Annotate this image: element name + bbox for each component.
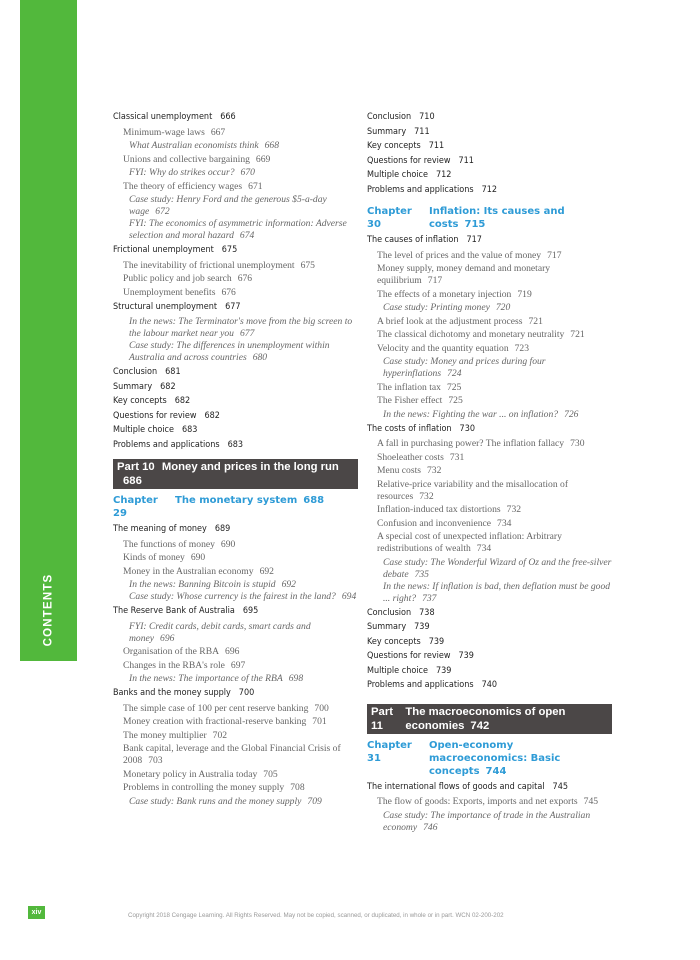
toc-entry-page: 711 xyxy=(414,126,430,137)
toc-entry[interactable] xyxy=(367,302,612,314)
toc-entry-page: 675 xyxy=(300,259,315,271)
toc-entry[interactable] xyxy=(113,167,358,179)
part-page: 686 xyxy=(123,475,142,487)
toc-entry-page: 712 xyxy=(435,170,452,180)
toc-entry[interactable] xyxy=(367,185,612,197)
toc-entry[interactable] xyxy=(113,769,358,781)
toc-entry-page: 692 xyxy=(259,565,274,577)
toc-entry-page: 682 xyxy=(204,410,220,421)
toc-entry-page: 723 xyxy=(514,342,530,354)
toc-entry-page: 690 xyxy=(220,538,236,550)
chapter-31-header[interactable] xyxy=(367,739,612,778)
part-title: The macroeconomics of open economies xyxy=(405,705,566,732)
toc-entry[interactable] xyxy=(113,127,358,139)
toc-entry[interactable] xyxy=(367,608,612,620)
toc-entry-page: 700 xyxy=(314,702,329,714)
toc-entry-title: Changes in the RBA's role xyxy=(123,659,225,671)
contents-side-label xyxy=(20,570,77,650)
chapter-page: 744 xyxy=(485,765,507,777)
toc-entry-page: 676 xyxy=(237,273,253,284)
toc-entry-page: 719 xyxy=(517,288,532,300)
toc-entry-page: 739 xyxy=(428,636,445,647)
toc-entry[interactable] xyxy=(113,579,358,591)
toc-entry[interactable] xyxy=(113,673,358,685)
toc-entry-title: A special cost of unexpected inflation: Arbitrary redistributions of wealth xyxy=(377,531,562,554)
toc-entry-title: Case study: The differences in unemployment within Australia and across countries xyxy=(129,340,330,363)
toc-entry-title: Questions for review xyxy=(367,651,451,661)
toc-entry-title: Problems and applications xyxy=(367,184,474,195)
chapter-number: Chapter 31 xyxy=(367,739,412,764)
contents-label-text: CONTENTS xyxy=(42,573,55,647)
toc-entry-page: 682 xyxy=(174,396,191,406)
toc-entry-title: Problems and applications xyxy=(367,680,474,690)
toc-entry-title: Case study: Bank runs and the money supply xyxy=(129,795,302,807)
toc-entry-title: Confusion and inconvenience xyxy=(377,517,492,529)
toc-entry-page: 697 xyxy=(230,659,246,671)
toc-entry-page: 666 xyxy=(220,112,236,122)
chapter-title: The monetary system xyxy=(175,495,298,506)
toc-entry-title: FYI: Why do strikes occur? xyxy=(129,167,235,178)
toc-entry-title: The flow of goods: Exports, imports and net exports xyxy=(377,796,578,807)
copyright-notice: Copyright 2018 Cengage Learning. All Rights Reserved. May not be copied, scanned, or duplicated, in whole or in part. WCN 02-200-202 xyxy=(128,912,504,919)
toc-entry-title: Shoeleather costs xyxy=(377,451,444,463)
toc-entry[interactable] xyxy=(367,289,612,301)
toc-entry-title: A brief look at the adjustment process xyxy=(377,315,523,327)
toc-entry[interactable] xyxy=(367,112,612,124)
toc-entry[interactable] xyxy=(113,606,358,618)
toc-entry[interactable] xyxy=(367,637,612,649)
toc-entry[interactable] xyxy=(367,170,612,182)
toc-entry-page: 734 xyxy=(497,517,512,529)
toc-entry-title: The effects of a monetary injection xyxy=(377,288,512,300)
toc-entry-page: 710 xyxy=(419,112,435,122)
toc-entry-page: 726 xyxy=(564,408,579,420)
toc-entry-title: Monetary policy in Australia today xyxy=(123,768,258,780)
toc-entry-title: Conclusion xyxy=(113,367,158,377)
toc-right-list-3 xyxy=(367,782,612,834)
toc-entry[interactable] xyxy=(113,646,358,658)
toc-entry-title: Unions and collective bargaining xyxy=(123,153,250,165)
toc-entry-page: 730 xyxy=(570,438,585,449)
toc-entry[interactable] xyxy=(113,743,358,767)
toc-entry[interactable] xyxy=(113,621,358,645)
toc-entry-page: 708 xyxy=(290,782,305,793)
toc-entry[interactable] xyxy=(113,316,358,340)
toc-entry[interactable] xyxy=(367,316,612,328)
toc-entry[interactable] xyxy=(113,245,358,257)
toc-entry-page: 731 xyxy=(449,451,465,463)
toc-entry-page: 670 xyxy=(240,167,255,178)
toc-entry-page: 740 xyxy=(481,680,498,690)
toc-entry-page: 711 xyxy=(428,141,445,151)
toc-entry-page: 745 xyxy=(583,796,599,807)
toc-entry[interactable] xyxy=(367,127,612,139)
toc-entry-page: 677 xyxy=(225,301,241,312)
toc-entry[interactable] xyxy=(367,666,612,678)
toc-entry-page: 746 xyxy=(423,821,438,833)
toc-entry[interactable] xyxy=(113,396,358,408)
toc-entry-page: 682 xyxy=(160,381,176,392)
toc-entry-page: 745 xyxy=(552,781,568,792)
toc-entry-page: 669 xyxy=(255,153,271,165)
toc-entry[interactable] xyxy=(367,263,612,287)
toc-entry[interactable] xyxy=(367,465,612,477)
toc-left-column xyxy=(113,109,358,808)
toc-entry-title: Bank capital, leverage and the Global Financial Crisis of 2008 xyxy=(123,743,341,766)
toc-right-list xyxy=(367,112,612,196)
toc-entry-title: Relative-price variability and the misallocation of resources xyxy=(377,478,569,502)
toc-entry[interactable] xyxy=(113,154,358,166)
chapter-title: Open-economy macroeconomics: Basic concepts xyxy=(429,739,561,777)
toc-entry[interactable] xyxy=(367,438,612,450)
toc-entry-page: 672 xyxy=(155,206,170,217)
toc-left-list xyxy=(113,112,358,451)
toc-entry-page: 676 xyxy=(221,286,236,298)
toc-entry-page: 721 xyxy=(528,315,543,327)
toc-entry-page: 738 xyxy=(419,607,435,618)
toc-entry[interactable] xyxy=(113,552,358,564)
toc-entry[interactable] xyxy=(113,218,358,242)
toc-entry[interactable] xyxy=(113,566,358,578)
toc-entry-title: FYI: The economics of asymmetric information: Adverse selection and moral hazard xyxy=(129,218,347,241)
toc-entry-title: Summary xyxy=(113,381,153,392)
toc-entry-title: Case study: Whose currency is the fairest in the land? xyxy=(129,591,336,602)
toc-entry-title: In the news: The Terminator's move from the big screen to the labour market near you xyxy=(129,316,353,339)
toc-entry-title: Minimum-wage laws xyxy=(123,126,205,138)
toc-entry-page: 737 xyxy=(422,592,437,604)
toc-entry-title: The costs of inflation xyxy=(367,423,452,434)
toc-entry-page: 690 xyxy=(190,552,206,563)
toc-entry-page: 677 xyxy=(239,328,255,339)
toc-entry[interactable] xyxy=(113,660,358,672)
toc-entry-page: 735 xyxy=(414,568,429,580)
toc-entry-title: The inevitability of frictional unemployment xyxy=(123,259,295,271)
part-page: 742 xyxy=(470,719,490,732)
toc-entry-title: The Reserve Bank of Australia xyxy=(113,606,235,616)
chapter-page: 688 xyxy=(303,495,325,506)
toc-entry[interactable] xyxy=(367,235,612,247)
toc-entry[interactable] xyxy=(113,782,358,794)
toc-entry[interactable] xyxy=(367,356,612,380)
toc-entry-page: 712 xyxy=(481,184,498,195)
toc-entry-title: Money creation with fractional-reserve banking xyxy=(123,716,307,727)
toc-entry[interactable] xyxy=(367,810,612,834)
toc-entry-title: Questions for review xyxy=(113,410,197,421)
toc-entry[interactable] xyxy=(113,287,358,299)
toc-entry-title: The Fisher effect xyxy=(377,395,443,406)
toc-entry[interactable] xyxy=(367,680,612,692)
toc-entry-title: Case study: The Wonderful Wizard of Oz and the free-silver debate xyxy=(383,556,612,580)
part-number: Part 11 xyxy=(371,705,393,732)
toc-entry[interactable] xyxy=(367,382,612,394)
toc-entry[interactable] xyxy=(367,409,612,421)
toc-entry[interactable] xyxy=(113,260,358,272)
toc-entry[interactable] xyxy=(367,518,612,530)
toc-entry-title: The international flows of goods and capital xyxy=(367,781,545,792)
toc-entry[interactable] xyxy=(367,395,612,407)
toc-entry-title: Multiple choice xyxy=(367,170,428,180)
toc-entry[interactable] xyxy=(113,382,358,394)
toc-entry-page: 717 xyxy=(427,275,443,286)
toc-entry[interactable] xyxy=(367,141,612,153)
toc-entry-title: Key concepts xyxy=(367,636,421,647)
toc-entry[interactable] xyxy=(113,591,358,603)
toc-entry-page: 739 xyxy=(435,665,452,676)
toc-entry-page: 696 xyxy=(225,646,240,657)
toc-entry-title: Unemployment benefits xyxy=(123,286,216,298)
toc-entry-title: Key concepts xyxy=(113,396,167,406)
toc-entry-title: Summary xyxy=(367,126,407,137)
toc-entry[interactable] xyxy=(113,440,358,452)
toc-entry[interactable] xyxy=(367,796,612,808)
toc-entry-page: 709 xyxy=(307,795,322,807)
toc-entry-title: Problems and applications xyxy=(113,439,220,450)
page-number-badge: xiv xyxy=(28,906,45,919)
toc-entry-title: Money supply, money demand and monetary equilibrium xyxy=(377,263,551,286)
toc-entry-page: 732 xyxy=(506,504,522,515)
toc-entry-title: The classical dichotomy and monetary neutrality xyxy=(377,329,565,340)
toc-entry-title: Questions for review xyxy=(367,155,451,166)
toc-entry[interactable] xyxy=(367,329,612,341)
toc-entry[interactable] xyxy=(113,524,358,536)
toc-entry[interactable] xyxy=(113,716,358,728)
toc-entry-title: Problems in controlling the money supply xyxy=(123,782,285,793)
chapter-29-header[interactable] xyxy=(113,494,358,520)
toc-entry[interactable] xyxy=(367,424,612,436)
toc-entry-page: 680 xyxy=(252,352,268,363)
toc-entry-page: 732 xyxy=(426,465,442,476)
toc-entry-page: 739 xyxy=(414,622,430,632)
toc-entry-title: Case study: Henry Ford and the generous $5-a-day wage xyxy=(129,194,327,217)
part-11-header[interactable] xyxy=(367,704,612,734)
toc-entry-title: Summary xyxy=(367,622,407,632)
toc-entry-page: 698 xyxy=(288,673,304,684)
toc-entry-page: 667 xyxy=(210,126,226,138)
toc-entry[interactable] xyxy=(113,302,358,314)
toc-entry-page: 730 xyxy=(459,423,475,434)
toc-entry[interactable] xyxy=(113,112,358,124)
toc-entry[interactable] xyxy=(113,730,358,742)
toc-entry[interactable] xyxy=(367,531,612,555)
toc-entry-title: The theory of efficiency wages xyxy=(123,180,243,192)
toc-entry-title: The level of prices and the value of money xyxy=(377,249,542,261)
toc-entry[interactable] xyxy=(113,703,358,715)
toc-entry-title: In the news: Banning Bitcoin is stupid xyxy=(129,579,276,590)
toc-entry-page: 721 xyxy=(570,329,585,340)
toc-entry-title: The inflation tax xyxy=(377,381,441,393)
toc-entry-title: The causes of inflation xyxy=(367,235,459,245)
toc-entry-page: 711 xyxy=(458,155,474,166)
chapter-number: Chapter 29 xyxy=(113,495,158,519)
toc-entry-page: 695 xyxy=(242,606,259,616)
toc-entry-page: 732 xyxy=(419,490,434,502)
toc-entry-page: 696 xyxy=(160,632,175,644)
toc-entry[interactable] xyxy=(113,340,358,364)
toc-right-column xyxy=(367,109,612,834)
toc-entry-title: Conclusion xyxy=(367,607,412,618)
toc-entry[interactable] xyxy=(367,156,612,168)
toc-entry[interactable] xyxy=(113,181,358,193)
toc-entry-page: 705 xyxy=(263,768,278,780)
toc-entry-title: Case study: Printing money xyxy=(383,302,490,313)
chapter-page: 715 xyxy=(464,219,486,230)
toc-entry-page: 725 xyxy=(446,381,462,393)
toc-entry[interactable] xyxy=(367,343,612,355)
toc-entry-title: Classical unemployment xyxy=(113,112,213,122)
toc-entry[interactable] xyxy=(367,250,612,262)
toc-entry-page: 734 xyxy=(476,543,492,554)
toc-entry-page: 692 xyxy=(281,579,296,590)
toc-entry-title: In the news: The importance of the RBA xyxy=(129,673,283,684)
toc-entry-title: In the news: If inflation is bad, then deflation must be good ... right? xyxy=(383,580,611,604)
toc-entry-title: What Australian economists think xyxy=(129,140,259,151)
toc-entry-title: Multiple choice xyxy=(367,665,428,676)
toc-left-list-2 xyxy=(113,524,358,808)
toc-entry-page: 689 xyxy=(214,524,231,534)
toc-entry[interactable] xyxy=(367,452,612,464)
contents-side-tab xyxy=(20,0,77,661)
toc-entry-page: 701 xyxy=(312,716,327,727)
chapter-title: Inflation: Its causes and costs xyxy=(429,206,565,230)
toc-entry-page: 671 xyxy=(248,180,263,192)
toc-entry-title: Kinds of money xyxy=(123,552,185,563)
toc-entry-title: A fall in purchasing power? The inflation fallacy xyxy=(377,438,565,449)
toc-entry-page: 703 xyxy=(148,755,163,766)
toc-entry[interactable] xyxy=(113,539,358,551)
toc-entry-page: 702 xyxy=(212,729,228,741)
toc-entry-title: In the news: Fighting the war ... on inflation? xyxy=(383,408,559,420)
toc-entry-title: Frictional unemployment xyxy=(113,245,214,255)
toc-entry-title: Inflation-induced tax distortions xyxy=(377,504,501,515)
toc-entry-title: Banks and the money supply xyxy=(113,688,231,698)
toc-entry-page: 674 xyxy=(239,230,255,241)
toc-entry-title: Multiple choice xyxy=(113,425,174,435)
toc-entry-page: 683 xyxy=(227,439,244,450)
toc-entry-page: 725 xyxy=(448,395,463,406)
toc-entry-page: 720 xyxy=(495,302,511,313)
toc-entry-page: 724 xyxy=(447,368,462,379)
toc-entry-page: 675 xyxy=(221,245,238,255)
toc-entry-title: Organisation of the RBA xyxy=(123,646,220,657)
toc-entry[interactable] xyxy=(367,651,612,663)
toc-entry[interactable] xyxy=(367,504,612,516)
toc-right-list-2 xyxy=(367,235,612,692)
toc-entry-title: FYI: Credit cards, debit cards, smart cards and money xyxy=(129,620,311,644)
toc-entry-title: Money in the Australian economy xyxy=(123,565,254,577)
toc-entry-page: 681 xyxy=(165,367,181,377)
toc-entry[interactable] xyxy=(113,425,358,437)
toc-entry-title: Conclusion xyxy=(367,112,412,122)
toc-entry-page: 694 xyxy=(341,591,357,602)
toc-entry-page: 717 xyxy=(466,235,482,245)
part-number: Part 10 xyxy=(117,461,155,473)
toc-entry[interactable] xyxy=(113,796,358,808)
toc-entry-title: The meaning of money xyxy=(113,524,207,534)
part-title: Money and prices in the long run xyxy=(161,461,339,473)
toc-entry-title: Velocity and the quantity equation xyxy=(377,342,509,354)
part-10-header[interactable] xyxy=(113,459,358,489)
toc-entry[interactable] xyxy=(367,557,612,581)
toc-entry-title: Structural unemployment xyxy=(113,301,218,312)
toc-entry[interactable] xyxy=(367,782,612,794)
toc-entry-page: 700 xyxy=(238,688,255,698)
toc-entry-title: The functions of money xyxy=(123,538,215,550)
toc-entry[interactable] xyxy=(367,581,612,605)
toc-entry[interactable] xyxy=(113,140,358,152)
toc-entry-title: The simple case of 100 per cent reserve banking xyxy=(123,702,309,714)
chapter-30-header[interactable] xyxy=(367,205,612,231)
toc-entry[interactable] xyxy=(367,622,612,634)
chapter-number: Chapter 30 xyxy=(367,206,412,230)
toc-entry-title: Menu costs xyxy=(377,465,421,476)
toc-entry[interactable] xyxy=(367,479,612,503)
toc-entry-page: 683 xyxy=(181,425,198,435)
toc-entry-title: Key concepts xyxy=(367,141,421,151)
toc-entry-page: 739 xyxy=(458,651,474,661)
toc-entry-title: Case study: The importance of trade in the Australian economy xyxy=(383,809,591,833)
toc-entry[interactable] xyxy=(113,688,358,700)
toc-entry-title: Case study: Money and prices during four hyperinflations xyxy=(383,356,546,379)
toc-entry[interactable] xyxy=(113,411,358,423)
toc-entry[interactable] xyxy=(113,367,358,379)
toc-entry-title: The money multiplier xyxy=(123,729,207,741)
toc-entry[interactable] xyxy=(113,273,358,285)
toc-entry[interactable] xyxy=(113,194,358,218)
toc-entry-title: Public policy and job search xyxy=(123,273,232,284)
toc-entry-page: 668 xyxy=(264,140,279,151)
toc-entry-page: 717 xyxy=(547,249,562,261)
